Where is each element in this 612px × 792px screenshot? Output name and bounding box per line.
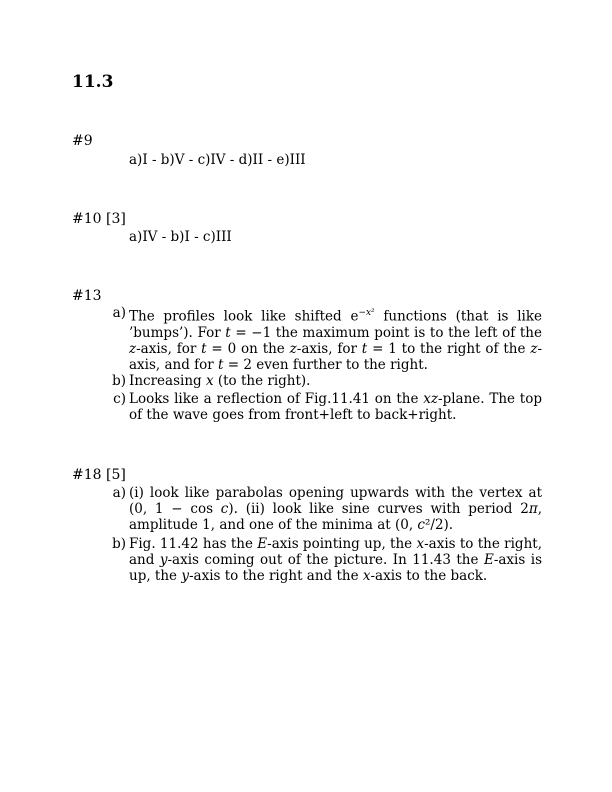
problem-13-number: #13 — [72, 288, 102, 304]
problem-9-number: #9 — [72, 133, 93, 149]
part-label: a) — [112, 485, 126, 501]
problem-10-answer: a)IV - b)I - c)III — [129, 229, 232, 245]
part-label: c) — [113, 391, 126, 407]
problem-13-part-b: b) Increasing x (to the right). — [108, 373, 542, 389]
problem-13-part-a: a) The profiles look like shifted $e^{-x^2}$ functions (that is like ’bumps’). For t = −1 the maximum point is to the left of the z-axis, for t = 0 on the z-axis, for t = 1 to the right of the z-axis, and for t = 2 even further to the right. — [108, 305, 542, 373]
problem-18-part-b: b) Fig. 11.42 has the E-axis pointing up, the x-axis to the right, and y-axis coming out of the picture. In 11.43 the E-axis is up, the y-axis to the right and the x-axis to the back. — [108, 536, 542, 585]
problem-9-answer: a)I - b)V - c)IV - d)II - e)III — [129, 152, 306, 168]
part-label: b) — [112, 536, 126, 552]
problem-10-number: #10 [3] — [72, 211, 126, 227]
problem-18-part-a: a) (i) look like parabolas opening upwards with the vertex at (0, 1 − cos c). (ii) look like sine curves with period 2π, amplitude 1, and one of the minima at (0, c²/2). — [108, 485, 542, 534]
part-label: b) — [112, 373, 126, 389]
section-heading: 11.3 — [72, 72, 114, 92]
part-label: a) — [112, 305, 126, 321]
problem-13-part-c: c) Looks like a reflection of Fig.11.41 on the xz-plane. The top of the wave goes from front+left to back+right. — [108, 391, 542, 423]
problem-18-number: #18 [5] — [72, 467, 126, 483]
